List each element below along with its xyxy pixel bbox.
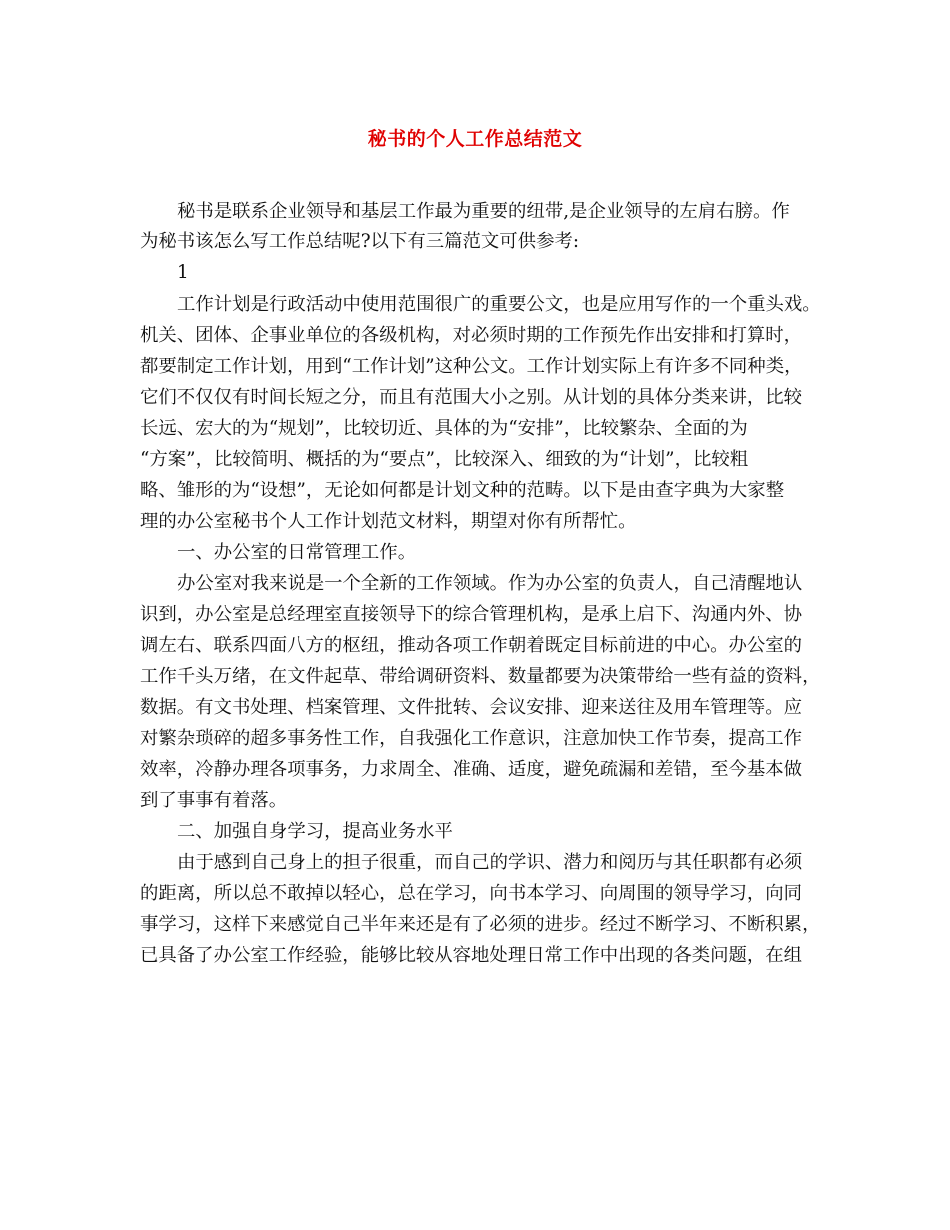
paragraph-line: 工作计划是行政活动中使用范围很广的重要公文，也是应用写作的一个重头戏。 [177, 294, 821, 315]
paragraph-line: 它们不仅仅有时间长短之分，而且有范围大小之别。从计划的具体分类来讲，比较 [140, 387, 803, 408]
paragraph-line: 办公室对我来说是一个全新的工作领域。作为办公室的负责人，自己清醒地认 [177, 573, 803, 594]
intro-line: 秘书是联系企业领导和基层工作最为重要的纽带,是企业领导的左肩右膀。作 [177, 201, 790, 222]
paragraph-line: 识到，办公室是总经理室直接领导下的综合管理机构，是承上启下、沟通内外、协 [140, 604, 803, 625]
section-heading: 一、办公室的日常管理工作。 [177, 542, 417, 563]
document-body [140, 197, 821, 971]
intro-line: 为秘书该怎么写工作总结呢?以下有三篇范文可供参考: [140, 231, 580, 252]
paragraph-line: 的距离，所以总不敢掉以轻心，总在学习，向书本学习、向周围的领导学习，向同 [140, 883, 803, 904]
paragraph-line: 理的办公室秘书个人工作计划范文材料，期望对你有所帮忙。 [140, 511, 637, 532]
paragraph-line: 机关、团体、企事业单位的各级机构，对必须时期的工作预先作出安排和打算时， [140, 325, 803, 346]
section-number: 1 [177, 262, 189, 283]
paragraph-line: 长远、宏大的为“规划”，比较切近、具体的为“安排”，比较繁杂、全面的为 [140, 418, 748, 439]
paragraph-line: 对繁杂琐碎的超多事务性工作，自我强化工作意识，注意加快工作节奏，提高工作 [140, 728, 803, 749]
section-heading: 二、加强自身学习，提高业务水平 [177, 821, 453, 842]
paragraph-line: “方案”，比较简明、概括的为“要点”，比较深入、细致的为“计划”，比较粗 [140, 449, 749, 470]
paragraph-line: 由于感到自己身上的担子很重，而自己的学识、潜力和阅历与其任职都有必须 [177, 852, 803, 873]
paragraph-line: 效率，冷静办理各项事务，力求周全、准确、适度，避免疏漏和差错，至今基本做 [140, 759, 803, 780]
paragraph-line: 工作千头万绪，在文件起草、带给调研资料、数量都要为决策带给一些有益的资料， [140, 666, 821, 687]
paragraph-line: 到了事事有着落。 [140, 790, 288, 811]
paragraph-line: 事学习，这样下来感觉自己半年来还是有了必须的进步。经过不断学习、不断积累， [140, 914, 821, 935]
paragraph-line: 已具备了办公室工作经验，能够比较从容地处理日常工作中出现的各类问题，在组 [140, 945, 803, 966]
paragraph-line: 略、雏形的为“设想”，无论如何都是计划文种的范畴。以下是由查字典为大家整 [140, 480, 785, 501]
paragraph-line: 数据。有文书处理、档案管理、文件批转、会议安排、迎来送往及用车管理等。应 [140, 697, 803, 718]
document-title: 秘书的个人工作总结范文 [367, 128, 583, 150]
paragraph-line: 调左右、联系四面八方的枢纽，推动各项工作朝着既定目标前进的中心。办公室的 [140, 635, 803, 656]
paragraph-line: 都要制定工作计划，用到“工作计划”这种公文。工作计划实际上有许多不同种类， [140, 356, 803, 377]
